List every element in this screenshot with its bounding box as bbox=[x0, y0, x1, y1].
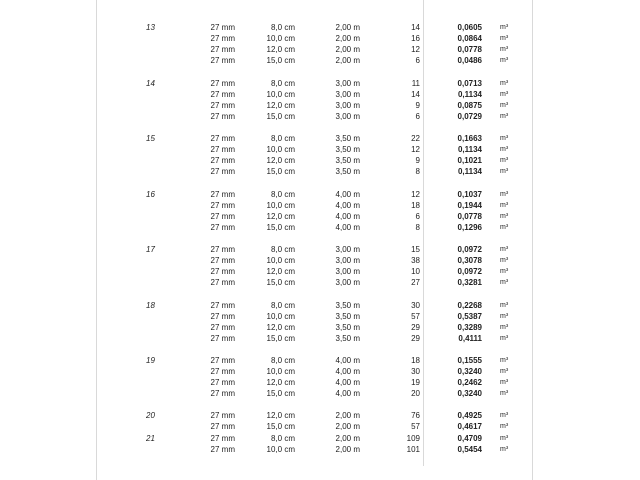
volume-cell: 0,3281 bbox=[457, 278, 482, 288]
thickness-cell: 27 mm bbox=[210, 190, 235, 199]
volume-cell: 0,5387 bbox=[457, 312, 482, 322]
quantity-cell: 6 bbox=[415, 112, 420, 122]
length-cell: 4,00 m bbox=[335, 223, 360, 233]
unit-cell: m³ bbox=[500, 102, 509, 110]
thickness-cell: 27 mm bbox=[210, 201, 235, 211]
thickness-cell: 27 mm bbox=[210, 378, 235, 388]
unit-cell: m³ bbox=[500, 224, 509, 232]
lot-number: 17 bbox=[146, 245, 155, 254]
unit-cell: m³ bbox=[500, 357, 509, 364]
length-cell: 4,00 m bbox=[335, 378, 360, 388]
volume-cell: 0,4709 bbox=[457, 434, 482, 443]
volume-cell: 0,0605 bbox=[457, 23, 482, 32]
quantity-cell: 19 bbox=[411, 378, 420, 388]
quantity-cell: 9 bbox=[415, 101, 420, 111]
width-cell: 8,0 cm bbox=[270, 245, 295, 254]
unit-cell: m³ bbox=[500, 379, 509, 387]
thickness-cell: 27 mm bbox=[210, 134, 235, 143]
unit-cell: m³ bbox=[500, 302, 509, 309]
lot-number: 18 bbox=[146, 301, 155, 310]
unit-cell: m³ bbox=[500, 390, 509, 398]
width-cell: 15,0 cm bbox=[266, 112, 295, 122]
length-cell: 2,00 m bbox=[335, 34, 360, 44]
volume-cell: 0,5454 bbox=[457, 445, 482, 455]
length-cell: 2,00 m bbox=[335, 56, 360, 66]
unit-cell: m³ bbox=[500, 24, 509, 31]
width-cell: 8,0 cm bbox=[270, 434, 295, 443]
width-cell: 10,0 cm bbox=[266, 367, 295, 377]
length-cell: 2,00 m bbox=[335, 45, 360, 55]
thickness-cell: 27 mm bbox=[210, 267, 235, 277]
unit-cell: m³ bbox=[500, 246, 509, 253]
width-cell: 8,0 cm bbox=[270, 134, 295, 143]
quantity-cell: 12 bbox=[411, 45, 420, 55]
volume-cell: 0,3289 bbox=[457, 323, 482, 333]
quantity-cell: 38 bbox=[411, 256, 420, 266]
thickness-cell: 27 mm bbox=[210, 223, 235, 233]
unit-cell: m³ bbox=[500, 412, 509, 419]
length-cell: 3,50 m bbox=[335, 301, 360, 310]
quantity-cell: 22 bbox=[411, 134, 420, 143]
width-cell: 15,0 cm bbox=[266, 223, 295, 233]
volume-cell: 0,1663 bbox=[457, 134, 482, 143]
thickness-cell: 27 mm bbox=[210, 112, 235, 122]
volume-cell: 0,0713 bbox=[457, 79, 482, 88]
length-cell: 2,00 m bbox=[335, 23, 360, 32]
width-cell: 8,0 cm bbox=[270, 23, 295, 32]
unit-cell: m³ bbox=[500, 113, 509, 121]
unit-cell: m³ bbox=[500, 168, 509, 176]
volume-cell: 0,1296 bbox=[457, 223, 482, 233]
volume-cell: 0,1021 bbox=[457, 156, 482, 166]
length-cell: 3,50 m bbox=[335, 134, 360, 143]
quantity-cell: 12 bbox=[411, 145, 420, 155]
length-cell: 3,50 m bbox=[335, 167, 360, 177]
lot-number: 21 bbox=[146, 434, 155, 443]
width-cell: 10,0 cm bbox=[266, 201, 295, 211]
thickness-cell: 27 mm bbox=[210, 90, 235, 100]
quantity-cell: 8 bbox=[415, 223, 420, 233]
volume-cell: 0,0972 bbox=[457, 245, 482, 254]
volume-cell: 0,2462 bbox=[457, 378, 482, 388]
quantity-cell: 10 bbox=[411, 267, 420, 277]
lot-number: 14 bbox=[146, 79, 155, 88]
unit-cell: m³ bbox=[500, 324, 509, 332]
length-cell: 4,00 m bbox=[335, 367, 360, 377]
volume-cell: 0,0729 bbox=[457, 112, 482, 122]
width-cell: 12,0 cm bbox=[266, 378, 295, 388]
quantity-cell: 30 bbox=[411, 301, 420, 310]
unit-cell: m³ bbox=[500, 423, 509, 431]
quantity-cell: 15 bbox=[411, 245, 420, 254]
thickness-cell: 27 mm bbox=[210, 245, 235, 254]
width-cell: 8,0 cm bbox=[270, 190, 295, 199]
width-cell: 10,0 cm bbox=[266, 445, 295, 455]
column-divider bbox=[423, 0, 424, 466]
length-cell: 3,00 m bbox=[335, 245, 360, 254]
unit-cell: m³ bbox=[500, 57, 509, 65]
unit-cell: m³ bbox=[500, 35, 509, 43]
volume-cell: 0,0486 bbox=[457, 56, 482, 66]
length-cell: 3,50 m bbox=[335, 334, 360, 344]
thickness-cell: 27 mm bbox=[210, 56, 235, 66]
width-cell: 8,0 cm bbox=[270, 356, 295, 365]
unit-cell: m³ bbox=[500, 146, 509, 154]
thickness-cell: 27 mm bbox=[210, 278, 235, 288]
thickness-cell: 27 mm bbox=[210, 167, 235, 177]
volume-cell: 0,0875 bbox=[457, 101, 482, 111]
quantity-cell: 18 bbox=[411, 356, 420, 365]
quantity-cell: 109 bbox=[406, 434, 420, 443]
quantity-cell: 57 bbox=[411, 312, 420, 322]
length-cell: 3,50 m bbox=[335, 312, 360, 322]
width-cell: 12,0 cm bbox=[266, 101, 295, 111]
volume-cell: 0,1134 bbox=[457, 90, 482, 100]
length-cell: 3,00 m bbox=[335, 90, 360, 100]
unit-cell: m³ bbox=[500, 191, 509, 198]
length-cell: 2,00 m bbox=[335, 422, 360, 432]
volume-cell: 0,3078 bbox=[457, 256, 482, 266]
width-cell: 10,0 cm bbox=[266, 256, 295, 266]
unit-cell: m³ bbox=[500, 213, 509, 221]
quantity-cell: 11 bbox=[411, 79, 420, 88]
volume-cell: 0,1134 bbox=[457, 167, 482, 177]
lot-number: 15 bbox=[146, 134, 155, 143]
width-cell: 12,0 cm bbox=[266, 411, 295, 420]
quantity-cell: 29 bbox=[411, 323, 420, 333]
thickness-cell: 27 mm bbox=[210, 34, 235, 44]
width-cell: 15,0 cm bbox=[266, 422, 295, 432]
length-cell: 4,00 m bbox=[335, 389, 360, 399]
quantity-cell: 6 bbox=[415, 212, 420, 222]
length-cell: 3,50 m bbox=[335, 145, 360, 155]
length-cell: 3,00 m bbox=[335, 267, 360, 277]
quantity-cell: 6 bbox=[415, 56, 420, 66]
unit-cell: m³ bbox=[500, 368, 509, 376]
length-cell: 3,50 m bbox=[335, 156, 360, 166]
thickness-cell: 27 mm bbox=[210, 156, 235, 166]
quantity-cell: 12 bbox=[411, 190, 420, 199]
thickness-cell: 27 mm bbox=[210, 367, 235, 377]
thickness-cell: 27 mm bbox=[210, 422, 235, 432]
width-cell: 8,0 cm bbox=[270, 301, 295, 310]
quantity-cell: 101 bbox=[406, 445, 420, 455]
thickness-cell: 27 mm bbox=[210, 301, 235, 310]
length-cell: 3,00 m bbox=[335, 112, 360, 122]
thickness-cell: 27 mm bbox=[210, 389, 235, 399]
thickness-cell: 27 mm bbox=[210, 356, 235, 365]
thickness-cell: 27 mm bbox=[210, 323, 235, 333]
width-cell: 10,0 cm bbox=[266, 312, 295, 322]
thickness-cell: 27 mm bbox=[210, 212, 235, 222]
width-cell: 10,0 cm bbox=[266, 145, 295, 155]
thickness-cell: 27 mm bbox=[210, 411, 235, 420]
width-cell: 15,0 cm bbox=[266, 389, 295, 399]
volume-cell: 0,3240 bbox=[457, 389, 482, 399]
volume-cell: 0,4925 bbox=[457, 411, 482, 420]
thickness-cell: 27 mm bbox=[210, 312, 235, 322]
page-right-border bbox=[532, 0, 533, 480]
length-cell: 3,50 m bbox=[335, 323, 360, 333]
width-cell: 12,0 cm bbox=[266, 156, 295, 166]
volume-cell: 0,1037 bbox=[457, 190, 482, 199]
width-cell: 15,0 cm bbox=[266, 278, 295, 288]
quantity-cell: 16 bbox=[411, 34, 420, 44]
unit-cell: m³ bbox=[500, 135, 509, 142]
quantity-cell: 76 bbox=[411, 411, 420, 420]
thickness-cell: 27 mm bbox=[210, 101, 235, 111]
thickness-cell: 27 mm bbox=[210, 45, 235, 55]
quantity-cell: 30 bbox=[411, 367, 420, 377]
width-cell: 10,0 cm bbox=[266, 34, 295, 44]
unit-cell: m³ bbox=[500, 313, 509, 321]
volume-cell: 0,0972 bbox=[457, 267, 482, 277]
quantity-cell: 14 bbox=[411, 90, 420, 100]
volume-cell: 0,0778 bbox=[457, 45, 482, 55]
unit-cell: m³ bbox=[500, 446, 509, 454]
lot-number: 19 bbox=[146, 356, 155, 365]
thickness-cell: 27 mm bbox=[210, 256, 235, 266]
unit-cell: m³ bbox=[500, 202, 509, 210]
length-cell: 3,00 m bbox=[335, 79, 360, 88]
thickness-cell: 27 mm bbox=[210, 334, 235, 344]
lot-number: 20 bbox=[146, 411, 155, 420]
quantity-cell: 18 bbox=[411, 201, 420, 211]
lot-number: 13 bbox=[146, 23, 155, 32]
volume-cell: 0,0864 bbox=[457, 34, 482, 44]
unit-cell: m³ bbox=[500, 279, 509, 287]
width-cell: 12,0 cm bbox=[266, 212, 295, 222]
thickness-cell: 27 mm bbox=[210, 79, 235, 88]
volume-cell: 0,1134 bbox=[457, 145, 482, 155]
width-cell: 12,0 cm bbox=[266, 323, 295, 333]
length-cell: 2,00 m bbox=[335, 434, 360, 443]
volume-cell: 0,1555 bbox=[457, 356, 482, 365]
width-cell: 15,0 cm bbox=[266, 56, 295, 66]
length-cell: 4,00 m bbox=[335, 190, 360, 199]
volume-cell: 0,3240 bbox=[457, 367, 482, 377]
length-cell: 4,00 m bbox=[335, 201, 360, 211]
quantity-cell: 14 bbox=[411, 23, 420, 32]
thickness-cell: 27 mm bbox=[210, 145, 235, 155]
length-cell: 2,00 m bbox=[335, 411, 360, 420]
lot-number: 16 bbox=[146, 190, 155, 199]
unit-cell: m³ bbox=[500, 91, 509, 99]
unit-cell: m³ bbox=[500, 268, 509, 276]
quantity-cell: 57 bbox=[411, 422, 420, 432]
unit-cell: m³ bbox=[500, 157, 509, 165]
width-cell: 12,0 cm bbox=[266, 267, 295, 277]
volume-cell: 0,0778 bbox=[457, 212, 482, 222]
quantity-cell: 29 bbox=[411, 334, 420, 344]
length-cell: 3,00 m bbox=[335, 278, 360, 288]
length-cell: 4,00 m bbox=[335, 356, 360, 365]
quantity-cell: 9 bbox=[415, 156, 420, 166]
thickness-cell: 27 mm bbox=[210, 23, 235, 32]
width-cell: 15,0 cm bbox=[266, 167, 295, 177]
width-cell: 8,0 cm bbox=[270, 79, 295, 88]
width-cell: 10,0 cm bbox=[266, 90, 295, 100]
unit-cell: m³ bbox=[500, 257, 509, 265]
unit-cell: m³ bbox=[500, 80, 509, 87]
volume-cell: 0,4111 bbox=[458, 334, 482, 344]
length-cell: 4,00 m bbox=[335, 212, 360, 222]
length-cell: 3,00 m bbox=[335, 256, 360, 266]
volume-cell: 0,1944 bbox=[457, 201, 482, 211]
thickness-cell: 27 mm bbox=[210, 434, 235, 443]
quantity-cell: 8 bbox=[415, 167, 420, 177]
unit-cell: m³ bbox=[500, 46, 509, 54]
length-cell: 3,00 m bbox=[335, 101, 360, 111]
volume-cell: 0,2268 bbox=[457, 301, 482, 310]
unit-cell: m³ bbox=[500, 335, 509, 343]
length-cell: 2,00 m bbox=[335, 445, 360, 455]
quantity-cell: 27 bbox=[411, 278, 420, 288]
volume-cell: 0,4617 bbox=[457, 422, 482, 432]
width-cell: 12,0 cm bbox=[266, 45, 295, 55]
width-cell: 15,0 cm bbox=[266, 334, 295, 344]
unit-cell: m³ bbox=[500, 435, 509, 442]
quantity-cell: 20 bbox=[411, 389, 420, 399]
page-left-border bbox=[96, 0, 97, 480]
thickness-cell: 27 mm bbox=[210, 445, 235, 455]
